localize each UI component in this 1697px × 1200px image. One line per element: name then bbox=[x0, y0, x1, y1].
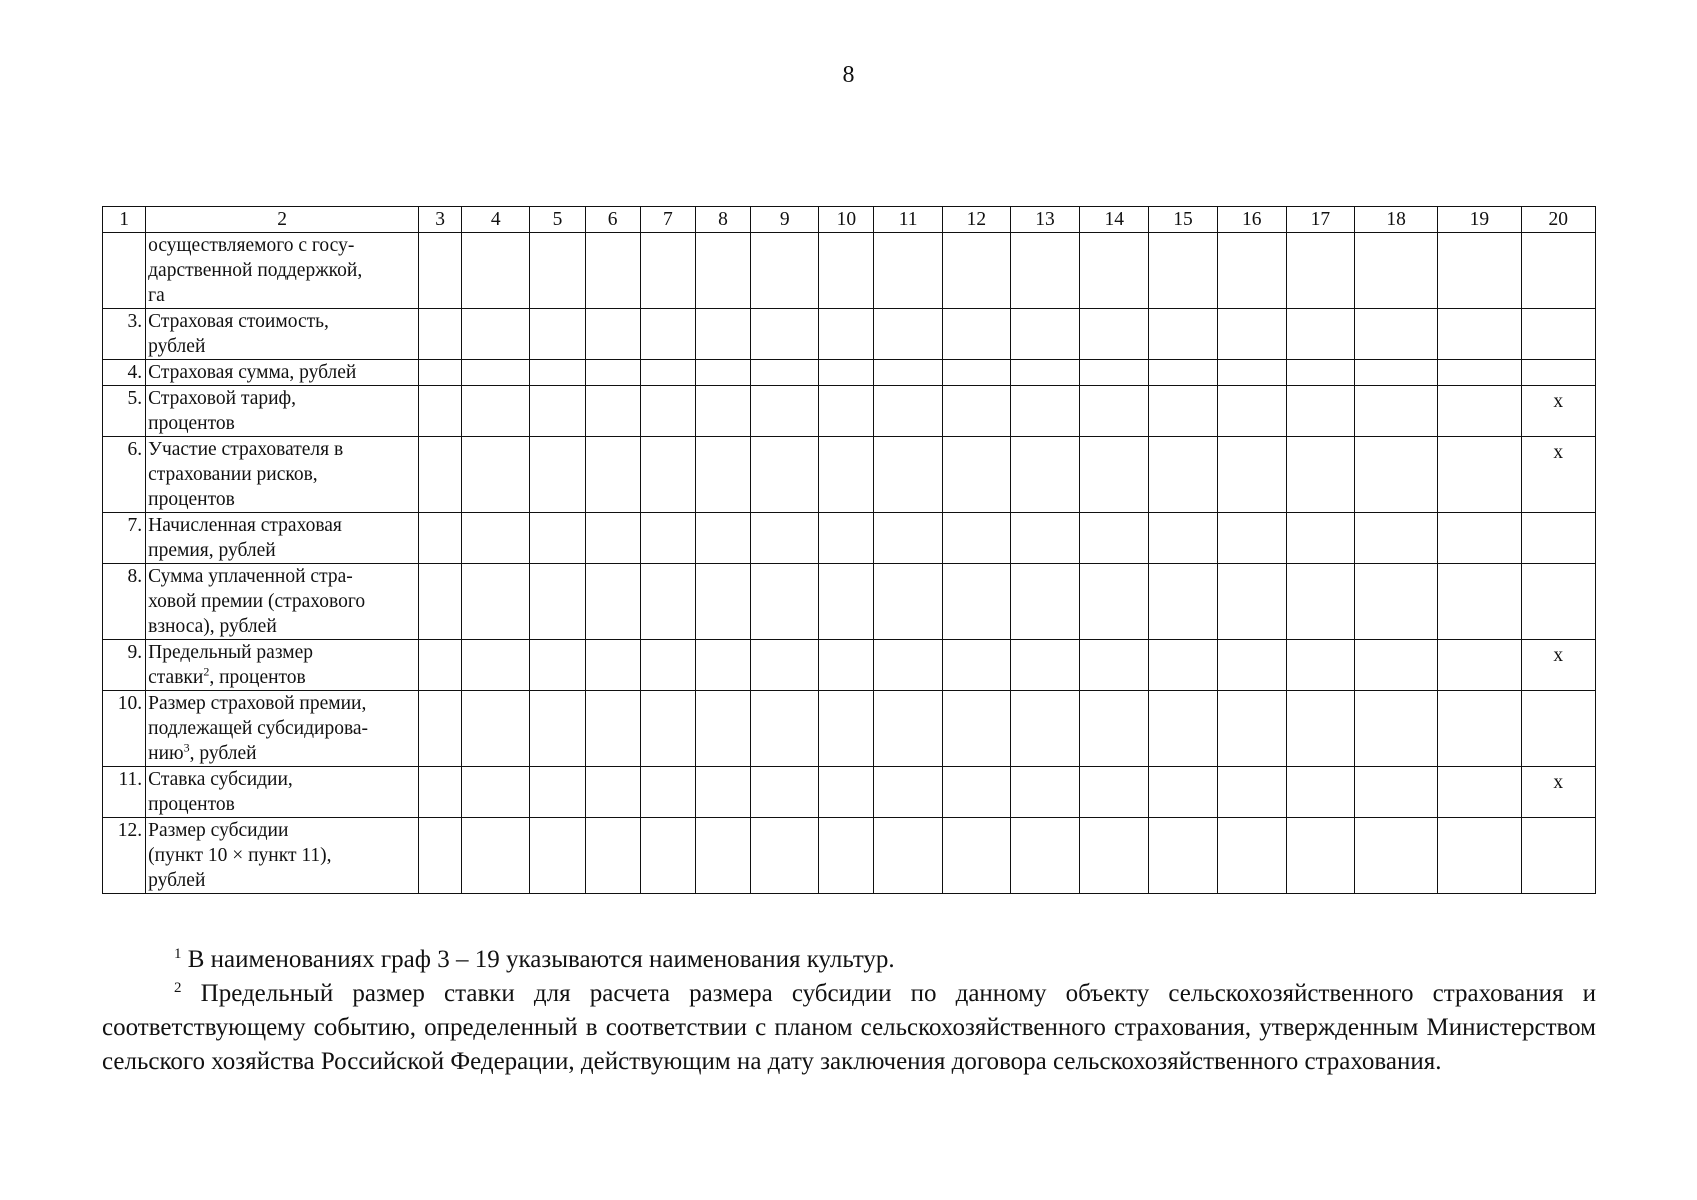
empty-cell bbox=[530, 564, 585, 640]
empty-cell bbox=[751, 309, 819, 360]
column-header: 14 bbox=[1080, 207, 1149, 233]
row-label-suffix: , процентов bbox=[209, 667, 306, 688]
empty-cell bbox=[1010, 691, 1079, 767]
empty-cell bbox=[695, 360, 750, 386]
empty-cell bbox=[942, 564, 1010, 640]
row-label bbox=[146, 513, 419, 564]
table-row bbox=[103, 564, 1596, 640]
empty-cell bbox=[942, 513, 1010, 564]
empty-cell bbox=[1217, 437, 1286, 513]
empty-cell bbox=[942, 437, 1010, 513]
row-label bbox=[146, 767, 419, 818]
row-label bbox=[146, 360, 419, 386]
row-label bbox=[146, 386, 419, 437]
empty-cell bbox=[1010, 767, 1079, 818]
empty-cell bbox=[1217, 360, 1286, 386]
empty-cell bbox=[1217, 233, 1286, 309]
footnote-1 bbox=[102, 943, 1596, 977]
row-label-text: Ставка субсидии, процентов bbox=[148, 769, 293, 815]
column-header: 4 bbox=[462, 207, 530, 233]
row-label-suffix: , рублей bbox=[189, 743, 257, 764]
empty-cell bbox=[874, 360, 942, 386]
column-header: 3 bbox=[419, 207, 462, 233]
empty-cell bbox=[1217, 309, 1286, 360]
empty-cell bbox=[640, 818, 695, 894]
empty-cell bbox=[819, 360, 874, 386]
empty-cell bbox=[1355, 437, 1438, 513]
row-label bbox=[146, 640, 419, 691]
empty-cell bbox=[819, 513, 874, 564]
row-number: 11. bbox=[103, 767, 146, 818]
row-number: 12. bbox=[103, 818, 146, 894]
column-20-cell bbox=[1521, 818, 1595, 894]
empty-cell bbox=[1080, 767, 1149, 818]
empty-cell bbox=[695, 309, 750, 360]
column-header: 2 bbox=[146, 207, 419, 233]
empty-cell bbox=[1438, 386, 1521, 437]
empty-cell bbox=[1010, 437, 1079, 513]
empty-cell bbox=[462, 360, 530, 386]
empty-cell bbox=[585, 437, 640, 513]
column-header: 18 bbox=[1355, 207, 1438, 233]
empty-cell bbox=[1010, 640, 1079, 691]
empty-cell bbox=[462, 640, 530, 691]
empty-cell bbox=[419, 360, 462, 386]
page-number: 8 bbox=[842, 62, 855, 88]
empty-cell bbox=[419, 691, 462, 767]
empty-cell bbox=[1149, 437, 1217, 513]
empty-cell bbox=[585, 309, 640, 360]
table-row bbox=[103, 360, 1596, 386]
empty-cell bbox=[419, 513, 462, 564]
empty-cell bbox=[640, 386, 695, 437]
empty-cell bbox=[1355, 691, 1438, 767]
empty-cell bbox=[1217, 513, 1286, 564]
empty-cell bbox=[1355, 640, 1438, 691]
empty-cell bbox=[585, 233, 640, 309]
empty-cell bbox=[1355, 513, 1438, 564]
empty-cell bbox=[1149, 640, 1217, 691]
empty-cell bbox=[1286, 691, 1354, 767]
empty-cell bbox=[751, 360, 819, 386]
empty-cell bbox=[751, 437, 819, 513]
empty-cell bbox=[695, 767, 750, 818]
empty-cell bbox=[1217, 767, 1286, 818]
empty-cell bbox=[1080, 437, 1149, 513]
empty-cell bbox=[530, 386, 585, 437]
empty-cell bbox=[751, 767, 819, 818]
table-row bbox=[103, 513, 1596, 564]
empty-cell bbox=[819, 233, 874, 309]
column-20-cell: x bbox=[1521, 386, 1595, 437]
column-header: 5 bbox=[530, 207, 585, 233]
row-label-text: Страховая сумма, рублей bbox=[148, 362, 357, 383]
row-label bbox=[146, 437, 419, 513]
row-number: 7. bbox=[103, 513, 146, 564]
empty-cell bbox=[419, 309, 462, 360]
empty-cell bbox=[530, 233, 585, 309]
empty-cell bbox=[1149, 386, 1217, 437]
row-label-text: Начисленная страховая премия, рублей bbox=[148, 515, 342, 561]
empty-cell bbox=[1286, 767, 1354, 818]
empty-cell bbox=[530, 360, 585, 386]
row-number bbox=[103, 233, 146, 309]
table-row bbox=[103, 437, 1596, 513]
empty-cell bbox=[585, 818, 640, 894]
column-20-cell bbox=[1521, 564, 1595, 640]
footnote-text: В наименованиях граф 3 – 19 указываются наименования культур. bbox=[181, 946, 895, 973]
column-header: 12 bbox=[942, 207, 1010, 233]
empty-cell bbox=[462, 767, 530, 818]
column-header: 17 bbox=[1286, 207, 1354, 233]
empty-cell bbox=[1438, 691, 1521, 767]
empty-cell bbox=[640, 691, 695, 767]
empty-cell bbox=[1286, 818, 1354, 894]
empty-cell bbox=[695, 513, 750, 564]
empty-cell bbox=[1217, 564, 1286, 640]
column-header: 7 bbox=[640, 207, 695, 233]
empty-cell bbox=[751, 564, 819, 640]
empty-cell bbox=[640, 513, 695, 564]
empty-cell bbox=[1217, 818, 1286, 894]
row-number: 4. bbox=[103, 360, 146, 386]
empty-cell bbox=[819, 386, 874, 437]
empty-cell bbox=[942, 818, 1010, 894]
row-label bbox=[146, 309, 419, 360]
column-20-cell bbox=[1521, 233, 1595, 309]
empty-cell bbox=[1286, 233, 1354, 309]
row-label-text: Участие страхователя в страховании рисков, процентов bbox=[148, 439, 344, 510]
empty-cell bbox=[874, 640, 942, 691]
empty-cell bbox=[819, 309, 874, 360]
empty-cell bbox=[1286, 513, 1354, 564]
empty-cell bbox=[1286, 640, 1354, 691]
empty-cell bbox=[695, 564, 750, 640]
empty-cell bbox=[1355, 309, 1438, 360]
empty-cell bbox=[1355, 767, 1438, 818]
empty-cell bbox=[1149, 818, 1217, 894]
empty-cell bbox=[819, 564, 874, 640]
empty-cell bbox=[1010, 513, 1079, 564]
empty-cell bbox=[1149, 513, 1217, 564]
empty-cell bbox=[695, 233, 750, 309]
empty-cell bbox=[1080, 564, 1149, 640]
empty-cell bbox=[1286, 360, 1354, 386]
empty-cell bbox=[640, 564, 695, 640]
empty-cell bbox=[419, 767, 462, 818]
empty-cell bbox=[942, 640, 1010, 691]
footnote-reference: 2 bbox=[203, 664, 210, 679]
footnote-2 bbox=[102, 977, 1596, 1079]
row-label-text: Размер страховой премии, подлежащей субсидирова- нию bbox=[148, 693, 369, 764]
empty-cell bbox=[1355, 386, 1438, 437]
column-20-cell bbox=[1521, 360, 1595, 386]
empty-cell bbox=[1286, 386, 1354, 437]
column-header: 9 bbox=[751, 207, 819, 233]
empty-cell bbox=[1010, 564, 1079, 640]
empty-cell bbox=[1286, 564, 1354, 640]
table-row bbox=[103, 640, 1596, 691]
row-number: 6. bbox=[103, 437, 146, 513]
empty-cell bbox=[1438, 640, 1521, 691]
empty-cell bbox=[462, 233, 530, 309]
empty-cell bbox=[1355, 564, 1438, 640]
empty-cell bbox=[640, 309, 695, 360]
empty-cell bbox=[419, 564, 462, 640]
footnote-text: Предельный размер ставки для расчета размера субсидии по данному объекту сельскохозяйственного страхования и соответствующему событию, определенный в соответствии с планом сельскохозяйственного страхования, утвержденным Министерством сельского хозяйства Российской Федерации, действующим на дату заключения договора сельскохозяйственного страхования. bbox=[102, 980, 1596, 1075]
empty-cell bbox=[695, 640, 750, 691]
column-header: 6 bbox=[585, 207, 640, 233]
empty-cell bbox=[640, 360, 695, 386]
empty-cell bbox=[942, 767, 1010, 818]
empty-cell bbox=[530, 767, 585, 818]
empty-cell bbox=[874, 513, 942, 564]
empty-cell bbox=[585, 640, 640, 691]
column-20-cell: x bbox=[1521, 767, 1595, 818]
empty-cell bbox=[874, 309, 942, 360]
empty-cell bbox=[1438, 437, 1521, 513]
empty-cell bbox=[1010, 360, 1079, 386]
empty-cell bbox=[1149, 309, 1217, 360]
empty-cell bbox=[462, 564, 530, 640]
empty-cell bbox=[419, 640, 462, 691]
row-number: 9. bbox=[103, 640, 146, 691]
empty-cell bbox=[751, 640, 819, 691]
empty-cell bbox=[1080, 233, 1149, 309]
table-row bbox=[103, 691, 1596, 767]
row-label-text: Сумма уплаченной стра- ховой премии (страхового взноса), рублей bbox=[148, 566, 366, 637]
empty-cell bbox=[1149, 691, 1217, 767]
empty-cell bbox=[585, 386, 640, 437]
empty-cell bbox=[1217, 640, 1286, 691]
empty-cell bbox=[751, 386, 819, 437]
row-label-text: Размер субсидии (пункт 10 × пункт 11), рублей bbox=[148, 820, 332, 891]
empty-cell bbox=[1149, 767, 1217, 818]
row-label-text: Страховая стоимость, рублей bbox=[148, 311, 329, 357]
table-row bbox=[103, 818, 1596, 894]
empty-cell bbox=[819, 818, 874, 894]
empty-cell bbox=[419, 386, 462, 437]
column-20-cell: x bbox=[1521, 437, 1595, 513]
empty-cell bbox=[1355, 818, 1438, 894]
table-row bbox=[103, 386, 1596, 437]
empty-cell bbox=[695, 386, 750, 437]
empty-cell bbox=[1355, 360, 1438, 386]
empty-cell bbox=[874, 818, 942, 894]
table-row bbox=[103, 309, 1596, 360]
column-header: 16 bbox=[1217, 207, 1286, 233]
empty-cell bbox=[695, 691, 750, 767]
empty-cell bbox=[1217, 386, 1286, 437]
footnotes bbox=[102, 943, 1596, 1079]
column-header: 1 bbox=[103, 207, 146, 233]
empty-cell bbox=[1286, 437, 1354, 513]
footnote-reference: 3 bbox=[183, 740, 190, 755]
column-header: 13 bbox=[1010, 207, 1079, 233]
row-number: 10. bbox=[103, 691, 146, 767]
subsidy-table bbox=[102, 206, 1596, 894]
column-header: 15 bbox=[1149, 207, 1217, 233]
empty-cell bbox=[1080, 309, 1149, 360]
column-20-cell bbox=[1521, 691, 1595, 767]
empty-cell bbox=[819, 767, 874, 818]
column-20-cell: x bbox=[1521, 640, 1595, 691]
empty-cell bbox=[1010, 309, 1079, 360]
empty-cell bbox=[1010, 233, 1079, 309]
empty-cell bbox=[1080, 360, 1149, 386]
empty-cell bbox=[462, 818, 530, 894]
empty-cell bbox=[585, 360, 640, 386]
empty-cell bbox=[942, 386, 1010, 437]
empty-cell bbox=[695, 437, 750, 513]
table-row bbox=[103, 233, 1596, 309]
empty-cell bbox=[530, 437, 585, 513]
empty-cell bbox=[874, 691, 942, 767]
column-header: 10 bbox=[819, 207, 874, 233]
empty-cell bbox=[462, 386, 530, 437]
column-header: 8 bbox=[695, 207, 750, 233]
empty-cell bbox=[530, 691, 585, 767]
column-20-cell bbox=[1521, 309, 1595, 360]
footnote-mark: 2 bbox=[174, 980, 182, 996]
empty-cell bbox=[1438, 513, 1521, 564]
row-label-text: осуществляемого с госу- дарственной поддержкой, га bbox=[148, 235, 363, 306]
empty-cell bbox=[1149, 564, 1217, 640]
empty-cell bbox=[585, 564, 640, 640]
empty-cell bbox=[695, 818, 750, 894]
empty-cell bbox=[1217, 691, 1286, 767]
empty-cell bbox=[585, 767, 640, 818]
empty-cell bbox=[751, 818, 819, 894]
empty-cell bbox=[1355, 233, 1438, 309]
empty-cell bbox=[942, 360, 1010, 386]
empty-cell bbox=[1438, 818, 1521, 894]
empty-cell bbox=[751, 513, 819, 564]
empty-cell bbox=[874, 437, 942, 513]
column-header: 19 bbox=[1438, 207, 1521, 233]
empty-cell bbox=[585, 513, 640, 564]
empty-cell bbox=[819, 640, 874, 691]
empty-cell bbox=[419, 818, 462, 894]
empty-cell bbox=[819, 691, 874, 767]
row-number: 3. bbox=[103, 309, 146, 360]
empty-cell bbox=[640, 640, 695, 691]
row-label-text: Предельный размер ставки bbox=[148, 642, 313, 688]
empty-cell bbox=[640, 437, 695, 513]
empty-cell bbox=[942, 309, 1010, 360]
row-label bbox=[146, 564, 419, 640]
row-label bbox=[146, 233, 419, 309]
row-number: 5. bbox=[103, 386, 146, 437]
column-header: 11 bbox=[874, 207, 942, 233]
table-row bbox=[103, 767, 1596, 818]
empty-cell bbox=[462, 513, 530, 564]
empty-cell bbox=[1080, 513, 1149, 564]
empty-cell bbox=[1080, 386, 1149, 437]
empty-cell bbox=[1080, 818, 1149, 894]
empty-cell bbox=[530, 513, 585, 564]
empty-cell bbox=[874, 233, 942, 309]
empty-cell bbox=[1438, 309, 1521, 360]
empty-cell bbox=[419, 437, 462, 513]
column-20-cell bbox=[1521, 513, 1595, 564]
empty-cell bbox=[1438, 360, 1521, 386]
empty-cell bbox=[585, 691, 640, 767]
empty-cell bbox=[1080, 640, 1149, 691]
empty-cell bbox=[1149, 360, 1217, 386]
empty-cell bbox=[874, 767, 942, 818]
row-number: 8. bbox=[103, 564, 146, 640]
row-label bbox=[146, 818, 419, 894]
empty-cell bbox=[530, 640, 585, 691]
footnote-mark: 1 bbox=[174, 946, 182, 962]
empty-cell bbox=[530, 309, 585, 360]
row-label bbox=[146, 691, 419, 767]
empty-cell bbox=[1438, 233, 1521, 309]
empty-cell bbox=[419, 233, 462, 309]
empty-cell bbox=[874, 386, 942, 437]
empty-cell bbox=[1080, 691, 1149, 767]
empty-cell bbox=[640, 767, 695, 818]
empty-cell bbox=[462, 437, 530, 513]
empty-cell bbox=[1149, 233, 1217, 309]
empty-cell bbox=[874, 564, 942, 640]
empty-cell bbox=[942, 233, 1010, 309]
empty-cell bbox=[819, 437, 874, 513]
empty-cell bbox=[1010, 818, 1079, 894]
empty-cell bbox=[462, 309, 530, 360]
empty-cell bbox=[751, 691, 819, 767]
empty-cell bbox=[462, 691, 530, 767]
empty-cell bbox=[1438, 564, 1521, 640]
empty-cell bbox=[942, 691, 1010, 767]
empty-cell bbox=[751, 233, 819, 309]
column-header: 20 bbox=[1521, 207, 1595, 233]
table-header-row bbox=[103, 207, 1596, 233]
empty-cell bbox=[640, 233, 695, 309]
empty-cell bbox=[1286, 309, 1354, 360]
row-label-text: Страховой тариф, процентов bbox=[148, 388, 297, 434]
empty-cell bbox=[530, 818, 585, 894]
empty-cell bbox=[1010, 386, 1079, 437]
empty-cell bbox=[1438, 767, 1521, 818]
